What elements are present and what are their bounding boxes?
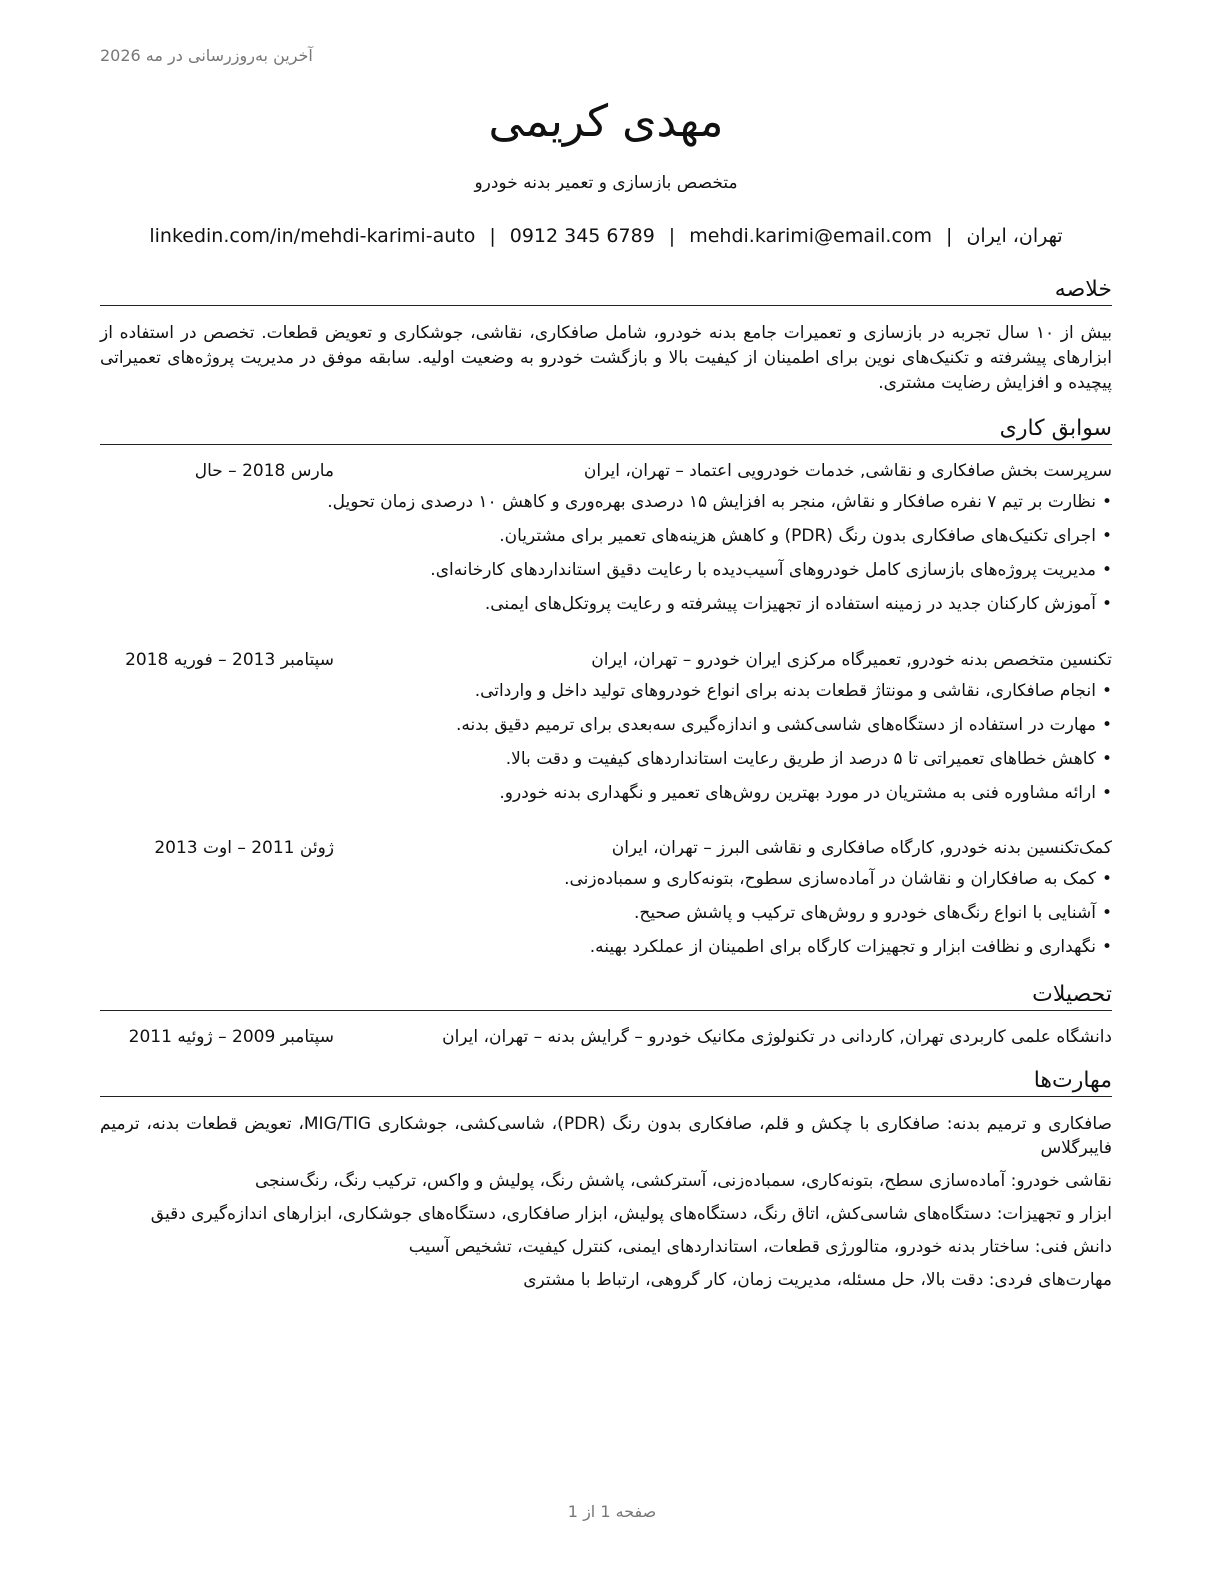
job-title: سرپرست بخش صافکاری و نقاشی, خدمات خودرویی اعتماد – تهران، ایران xyxy=(583,461,1112,481)
job-bullet: •نظارت بر تیم ۷ نفره صافکار و نقاش، منجر به افزایش ۱۵ درصدی بهره‌وری و کاهش ۱۰ درصدی زمان تحویل. xyxy=(327,492,1112,512)
job-bullet: •مهارت در استفاده از دستگاه‌های شاسی‌کشی و اندازه‌گیری سه‌بعدی برای ترمیم دقیق بدنه. xyxy=(456,715,1112,735)
job-bullet: •ارائه مشاوره فنی به مشتریان در مورد بهترین روش‌های تعمیر و نگهداری بدنه خودرو. xyxy=(499,783,1112,803)
summary-text: بیش از ۱۰ سال تجربه در بازسازی و تعمیرات جامع بدنه خودرو، شامل صافکاری، نقاشی، جوشکاری و تعویض قطعات. تخصص در استفاده از ابزارهای پیشرفته و تکنیک‌های نوین برای اطمینان از کیفیت بالا و بازگشت خودرو به وضعیت اولیه. سابقه موفق در مدیریت پروژه‌های تعمیراتی پیچیده و افزایش رضایت مشتری. xyxy=(100,323,1112,393)
candidate-subtitle: متخصص بازسازی و تعمیر بدنه خودرو xyxy=(474,173,738,193)
bullet-marker: • xyxy=(1101,783,1112,803)
skill-item: نقاشی خودرو: آماده‌سازی سطح، بتونه‌کاری، سمباده‌زنی، آسترکشی، پاشش رنگ، پولیش و واکس، ترکیب رنگ، رنگ‌سنجی xyxy=(255,1171,1112,1191)
summary-heading: خلاصه xyxy=(100,276,1112,306)
job-dates: مارس 2018 – حال xyxy=(194,461,334,481)
job-entry xyxy=(100,834,1112,964)
contact-linkedin[interactable]: linkedin.com/in/mehdi-karimi-auto xyxy=(149,225,476,247)
contact-separator: | xyxy=(946,225,953,247)
contact-location: تهران، ایران xyxy=(966,225,1063,247)
job-bullets xyxy=(100,674,1112,810)
job-bullet: •آموزش کارکنان جدید در زمینه استفاده از تجهیزات پیشرفته و رعایت پروتکل‌های ایمنی. xyxy=(484,594,1112,614)
experience-heading: سوابق کاری xyxy=(100,415,1112,445)
bullet-marker: • xyxy=(1101,869,1112,889)
contact-email[interactable]: mehdi.karimi@email.com xyxy=(689,225,933,247)
skill-item: صافکاری و ترمیم بدنه: صافکاری با چکش و قلم، صافکاری بدون رنگ (PDR)، شاسی‌کشی، جوشکاری MIG/TIG، تعویض قطعات بدنه، ترمیم فایبرگلاس xyxy=(100,1114,1112,1158)
job-bullet: •نگهداری و نظافت ابزار و تجهیزات کارگاه برای اطمینان از عملکرد بهینه. xyxy=(589,937,1112,957)
candidate-name: مهدی کریمی xyxy=(488,96,724,147)
skill-item: دانش فنی: ساختار بدنه خودرو، متالورژی قطعات، استانداردهای ایمنی، کنترل کیفیت، تشخیص آسیب xyxy=(408,1237,1112,1257)
skill-item: ابزار و تجهیزات: دستگاه‌های شاسی‌کش، اتاق رنگ، دستگاه‌های پولیش، ابزار صافکاری، دستگاه‌های جوشکاری، ابزارهای اندازه‌گیری دقیق xyxy=(150,1204,1112,1224)
education-entry xyxy=(100,1023,1112,1051)
job-entry xyxy=(100,457,1112,621)
education-dates: سپتامبر 2009 – ژوئیه 2011 xyxy=(128,1027,334,1047)
contact-line xyxy=(100,222,1112,250)
bullet-marker: • xyxy=(1101,681,1112,701)
job-title: کمک‌تکنسین بدنه خودرو, کارگاه صافکاری و نقاشی البرز – تهران، ایران xyxy=(611,838,1112,858)
contact-phone[interactable]: 0912 345 6789 xyxy=(509,225,655,247)
last-updated-note: آخرین به‌روزرسانی در مه 2026 xyxy=(100,46,313,65)
job-dates: سپتامبر 2013 – فوریه 2018 xyxy=(125,650,334,670)
job-dates: ژوئن 2011 – اوت 2013 xyxy=(154,838,334,858)
contact-separator: | xyxy=(668,225,676,247)
skills-list xyxy=(100,1112,1112,1301)
job-bullet: •اجرای تکنیک‌های صافکاری بدون رنگ (PDR) و کاهش هزینه‌های تعمیر برای مشتریان. xyxy=(499,526,1112,546)
bullet-marker: • xyxy=(1101,749,1112,769)
job-header xyxy=(100,646,1112,674)
job-header xyxy=(100,834,1112,862)
skill-item: مهارت‌های فردی: دقت بالا، حل مسئله، مدیریت زمان، کار گروهی، ارتباط با مشتری xyxy=(523,1270,1112,1290)
job-bullet: •آشنایی با انواع رنگ‌های خودرو و روش‌های ترکیب و پاشش صحیح. xyxy=(634,903,1112,923)
education-header xyxy=(100,1023,1112,1051)
bullet-marker: • xyxy=(1101,937,1112,957)
job-title: تکنسین متخصص بدنه خودرو, تعمیرگاه مرکزی ایران خودرو – تهران، ایران xyxy=(591,650,1112,670)
bullet-marker: • xyxy=(1101,903,1112,923)
job-bullet: •کاهش خطاهای تعمیراتی تا ۵ درصد از طریق رعایت استانداردهای کیفیت و دقت بالا. xyxy=(505,749,1112,769)
job-bullets xyxy=(100,862,1112,964)
education-title: دانشگاه علمی کاربردی تهران, کاردانی در تکنولوژی مکانیک خودرو – گرایش بدنه – تهران، ایران xyxy=(442,1027,1112,1047)
job-bullet: •انجام صافکاری، نقاشی و مونتاژ قطعات بدنه برای انواع خودروهای تولید داخل و وارداتی. xyxy=(474,681,1112,701)
contact-separator: | xyxy=(489,225,496,247)
bullet-marker: • xyxy=(1101,715,1112,735)
education-heading: تحصیلات xyxy=(100,981,1112,1011)
job-bullet: •کمک به صافکاران و نقاشان در آماده‌سازی سطوح، بتونه‌کاری و سمباده‌زنی. xyxy=(564,869,1112,889)
bullet-marker: • xyxy=(1101,594,1112,614)
page-number: صفحه 1 از 1 xyxy=(567,1502,657,1521)
job-header xyxy=(100,457,1112,485)
job-bullets xyxy=(100,485,1112,621)
bullet-marker: • xyxy=(1101,526,1112,546)
skills-heading: مهارت‌ها xyxy=(100,1067,1112,1097)
resume-page xyxy=(100,0,1112,1584)
bullet-marker: • xyxy=(1101,560,1112,580)
job-bullet: •مدیریت پروژه‌های بازسازی کامل خودروهای آسیب‌دیده با رعایت دقیق استانداردهای کارخانه‌ای. xyxy=(430,560,1112,580)
job-entry xyxy=(100,646,1112,810)
bullet-marker: • xyxy=(1101,492,1112,512)
